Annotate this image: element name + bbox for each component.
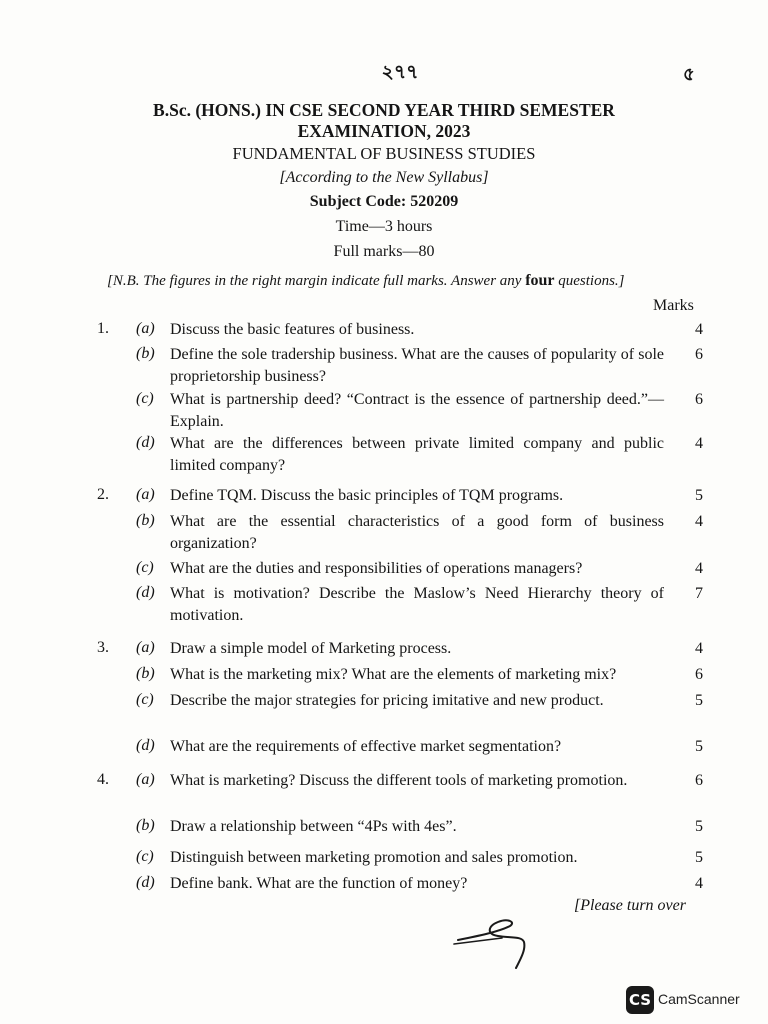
part-label: (d) — [136, 584, 155, 601]
part-label: (b) — [136, 817, 155, 834]
time-allowed: Time—3 hours — [335, 218, 433, 235]
part-text: What is motivation? Describe the Maslow’s Need Hierarchy theory of motivation. — [170, 585, 664, 624]
course-title: FUNDAMENTAL OF BUSINESS STUDIES — [232, 144, 536, 163]
part-label: (b) — [136, 345, 155, 362]
exam-title-line2: EXAMINATION, 2023 — [297, 121, 471, 141]
note-bold: four — [525, 272, 555, 289]
part-marks: 6 — [695, 666, 703, 683]
part-text: Define the sole tradership business. What are the causes of popularity of sole proprietorship business? — [170, 346, 664, 385]
part-text: What are the differences between private limited company and public limited company? — [170, 435, 664, 474]
question-number: 4. — [97, 771, 109, 788]
syllabus-note: [According to the New Syllabus] — [279, 169, 489, 186]
part-label: (d) — [136, 874, 155, 891]
part-label: (c) — [136, 390, 154, 407]
camscanner-watermark: CamScanner — [658, 991, 740, 1007]
part-label: (c) — [136, 559, 154, 576]
part-label: (a) — [136, 771, 155, 788]
part-marks: 4 — [695, 560, 703, 577]
part-text: Discuss the basic features of business. — [170, 321, 415, 338]
part-marks: 4 — [695, 640, 703, 657]
corner-mark: ৫ — [683, 64, 695, 85]
part-text: Define bank. What are the function of money? — [170, 875, 468, 892]
part-text: Draw a simple model of Marketing process. — [170, 640, 452, 657]
part-text: What are the essential characteristics of a good form of business organization? — [170, 513, 664, 552]
note-prefix: [N.B. The figures in the right margin indicate full marks. Answer any — [107, 273, 526, 289]
part-label: (c) — [136, 848, 154, 865]
part-marks: 5 — [695, 849, 703, 866]
part-label: (b) — [136, 665, 155, 682]
part-text: Describe the major strategies for pricing imitative and new product. — [170, 692, 604, 709]
camscanner-logo-icon: CS — [626, 986, 654, 1014]
part-text: Draw a relationship between “4Ps with 4es”. — [170, 818, 457, 835]
part-label: (d) — [136, 434, 155, 451]
part-text: What is the marketing mix? What are the elements of marketing mix? — [170, 666, 617, 683]
turn-over-note: [Please turn over — [574, 897, 686, 914]
marks-heading: Marks — [653, 297, 694, 314]
part-marks: 5 — [695, 692, 703, 709]
part-text: Distinguish between marketing promotion and sales promotion. — [170, 849, 578, 866]
part-label: (c) — [136, 691, 154, 708]
question-number: 3. — [97, 639, 109, 656]
signature-scribble — [450, 910, 540, 972]
question-number: 1. — [97, 320, 109, 337]
page-number: ২৭৭ — [381, 61, 419, 83]
part-text: What is marketing? Discuss the different tools of marketing promotion. — [170, 772, 628, 789]
part-marks: 6 — [695, 772, 703, 789]
question-number: 2. — [97, 486, 109, 503]
part-marks: 4 — [695, 513, 703, 530]
part-text: What is partnership deed? “Contract is the essence of partnership deed.”—Explain. — [170, 391, 664, 430]
part-marks: 4 — [695, 875, 703, 892]
part-marks: 4 — [695, 321, 703, 338]
part-label: (b) — [136, 512, 155, 529]
full-marks: Full marks—80 — [333, 243, 435, 260]
part-marks: 5 — [695, 738, 703, 755]
part-label: (a) — [136, 486, 155, 503]
part-marks: 5 — [695, 487, 703, 504]
part-marks: 4 — [695, 435, 703, 452]
instructions-note — [107, 272, 625, 290]
exam-title-line1: B.Sc. (HONS.) IN CSE SECOND YEAR THIRD SEMESTER — [153, 100, 615, 120]
part-marks: 6 — [695, 391, 703, 408]
part-label: (a) — [136, 320, 155, 337]
note-suffix: questions.] — [554, 273, 625, 289]
subject-code: Subject Code: 520209 — [309, 193, 459, 210]
part-marks: 6 — [695, 346, 703, 363]
part-label: (a) — [136, 639, 155, 656]
part-text: What are the duties and responsibilities of operations managers? — [170, 560, 583, 577]
part-text: Define TQM. Discuss the basic principles of TQM programs. — [170, 487, 564, 504]
part-marks: 7 — [695, 585, 703, 602]
part-label: (d) — [136, 737, 155, 754]
part-marks: 5 — [695, 818, 703, 835]
part-text: What are the requirements of effective market segmentation? — [170, 738, 562, 755]
